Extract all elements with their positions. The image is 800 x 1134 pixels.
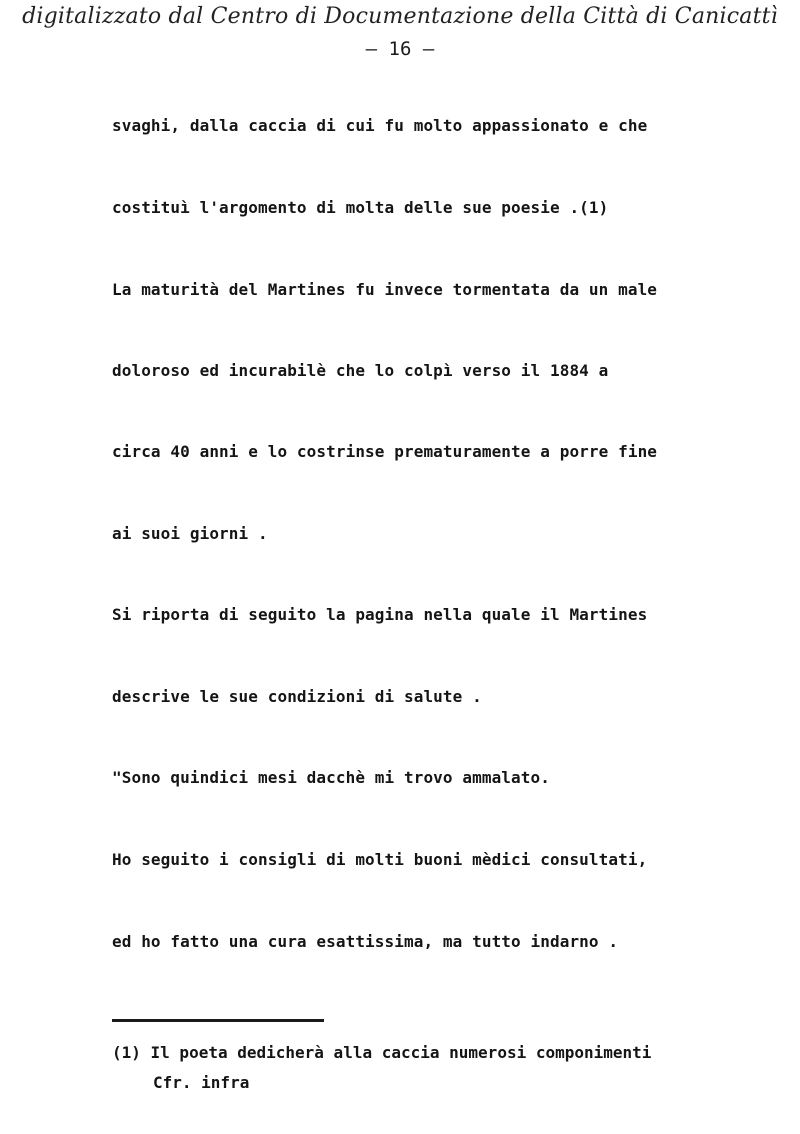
page-number: – 16 –	[365, 38, 435, 60]
body-text-line: La maturità del Martines fu invece tormentata da un male	[112, 280, 658, 299]
body-text-line: "Sono quindici mesi dacchè mi trovo ammalato.	[112, 768, 550, 787]
body-text-line: svaghi, dalla caccia di cui fu molto appassionato e che	[112, 116, 648, 135]
footnote-separator	[112, 1019, 324, 1022]
body-text-line: ed ho fatto una cura esattissima, ma tutto indarno .	[112, 932, 619, 951]
body-text-line: circa 40 anni e lo costrinse prematuramente a porre fine	[112, 442, 658, 461]
body-text-line: descrive le sue condizioni di salute .	[112, 687, 482, 706]
digitization-watermark: digitalizzato dal Centro di Documentazione della Città di Canicattì	[22, 4, 778, 29]
body-text-line: Ho seguito i consigli di molti buoni mèdici consultati,	[112, 850, 648, 869]
footnote-reference: Cfr. infra	[153, 1073, 250, 1092]
body-text-line: ai suoi giorni .	[112, 524, 268, 543]
footnote-text: (1) Il poeta dedicherà alla caccia numerosi componimenti	[112, 1043, 652, 1062]
body-text-line: doloroso ed incurabilè che lo colpì verso il 1884 a	[112, 361, 609, 380]
body-text-line: Si riporta di seguito la pagina nella quale il Martines	[112, 605, 648, 624]
body-text-line: costituì l'argomento di molta delle sue poesie .(1)	[112, 198, 609, 217]
